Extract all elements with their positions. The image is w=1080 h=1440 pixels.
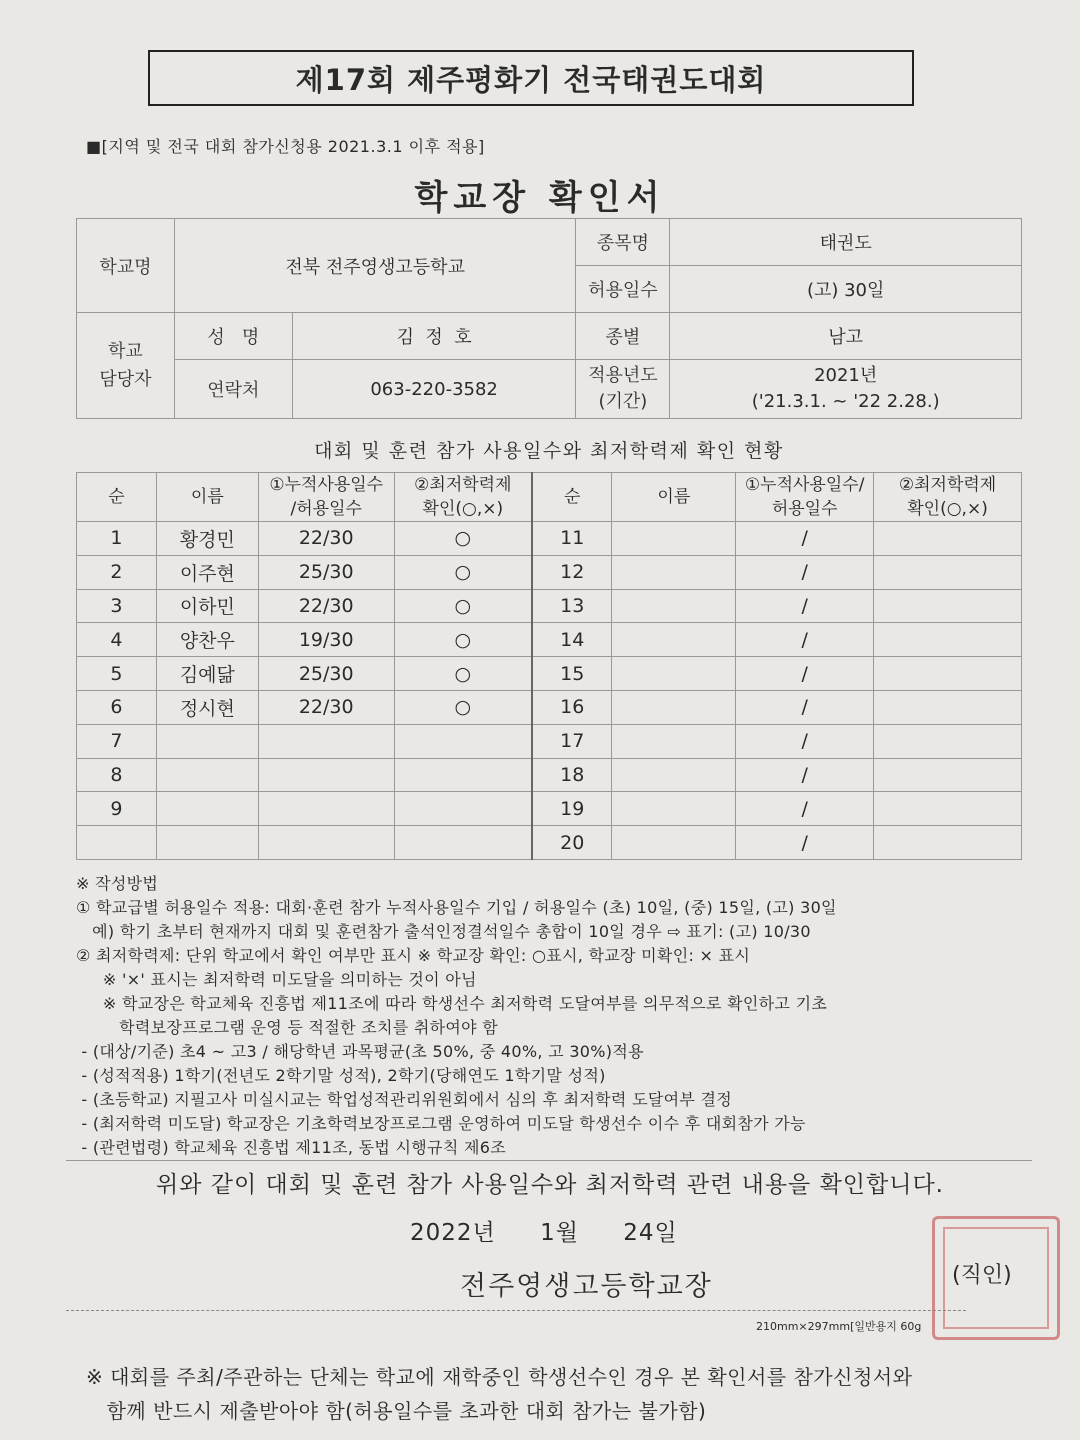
header-conf-right — [874, 473, 1022, 522]
row-conf-right — [874, 792, 1022, 826]
row-name-right — [612, 758, 736, 792]
instruction-line: ① 학교급별 허용일수 적용: 대회·훈련 참가 누적사용일수 기입 / 허용일수 (초) 10일, (중) 15일, (고) 30일 — [76, 898, 837, 917]
application-note: ■[지역 및 전국 대회 참가신청용 2021.3.1 이후 적용] — [86, 137, 485, 156]
header-days-line2: /허용일수 — [290, 499, 362, 519]
row-no-right: 20 — [532, 826, 612, 860]
header-conf-line2: 확인(○,×) — [422, 499, 504, 519]
footer-line-1: ※ 대회를 주최/주관하는 단체는 학교에 재학중인 학생선수인 경우 본 확인서를 참가신청서와 — [86, 1365, 913, 1389]
signature-date — [410, 1214, 714, 1247]
row-name-right — [612, 522, 736, 556]
row-days — [258, 792, 394, 826]
paper-size-note: 210mm×297mm[일반용지 60g — [756, 1320, 922, 1333]
row-name — [156, 792, 258, 826]
sport-label: 종목명 — [576, 219, 670, 266]
category-value: 남고 — [670, 313, 1022, 360]
row-conf-right — [874, 826, 1022, 860]
table-row — [77, 657, 1022, 691]
instruction-line: - (성적적용) 1학기(전년도 2학기말 성적), 2학기(당해연도 1학기말 성적) — [76, 1066, 606, 1085]
allowed-days-value: (고) 30일 — [670, 266, 1022, 313]
row-name — [156, 724, 258, 758]
roster-table — [76, 472, 1022, 860]
row-no: 3 — [77, 589, 157, 623]
row-name-right — [612, 623, 736, 657]
footer-line-2: 함께 반드시 제출받아야 함(허용일수를 초과한 대회 참가는 불가함) — [86, 1399, 707, 1423]
row-conf — [394, 758, 532, 792]
row-name-right — [612, 657, 736, 691]
roster-title: 대회 및 훈련 참가 사용일수와 최저학력제 확인 현황 — [314, 440, 784, 462]
header-days-right-line2: 허용일수 — [771, 499, 838, 519]
table-row — [77, 724, 1022, 758]
row-name-right — [612, 826, 736, 860]
instruction-line: - (최저학력 미도달) 학교장은 기초학력보장프로그램 운영하여 미도달 학생선수 이수 후 대회참가 가능 — [76, 1114, 806, 1133]
row-days — [258, 826, 394, 860]
row-days: 25/30 — [258, 657, 394, 691]
year-value — [670, 360, 1022, 419]
roster-header-row — [77, 473, 1022, 522]
row-name: 황경민 — [156, 522, 258, 556]
row-conf-right — [874, 657, 1022, 691]
row-conf — [394, 792, 532, 826]
row-conf-right — [874, 623, 1022, 657]
school-name-label: 학교명 — [77, 219, 175, 313]
row-conf: ○ — [394, 555, 532, 589]
manager-name-value: 김 정 호 — [292, 313, 576, 360]
row-conf — [394, 826, 532, 860]
year-value-line1: 2021년 — [814, 365, 878, 386]
row-conf: ○ — [394, 522, 532, 556]
header-name: 이름 — [156, 473, 258, 522]
header-no: 순 — [77, 473, 157, 522]
table-row — [77, 589, 1022, 623]
row-no-right: 16 — [532, 690, 612, 724]
instruction-line: - (대상/기준) 초4 ~ 고3 / 해당학년 과목평균(초 50%, 중 40%, 고 30%)적용 — [76, 1042, 644, 1061]
seal-label: (직인) — [952, 1263, 1012, 1288]
row-conf-right — [874, 589, 1022, 623]
row-no: 5 — [77, 657, 157, 691]
year-label-line2: (기간) — [598, 391, 648, 412]
row-days-right: / — [736, 623, 874, 657]
row-no — [77, 826, 157, 860]
row-days-right: / — [736, 555, 874, 589]
school-info-table — [76, 218, 1022, 419]
instruction-line: ② 최저학력제: 단위 학교에서 확인 여부만 표시 ※ 학교장 확인: ○표시, 학교장 미확인: × 표시 — [76, 946, 751, 965]
row-name: 이하민 — [156, 589, 258, 623]
header-name-right: 이름 — [612, 473, 736, 522]
row-no-right: 11 — [532, 522, 612, 556]
row-conf: ○ — [394, 690, 532, 724]
row-days: 19/30 — [258, 623, 394, 657]
row-conf-right — [874, 522, 1022, 556]
row-no-right: 13 — [532, 589, 612, 623]
contact-label: 연락처 — [174, 360, 292, 419]
header-conf-line1: ②최저학력제 — [414, 475, 512, 495]
header-days-right — [736, 473, 874, 522]
row-conf-right — [874, 690, 1022, 724]
document-title: 학교장 확인서 — [414, 178, 666, 218]
row-days: 22/30 — [258, 522, 394, 556]
row-name: 정시현 — [156, 690, 258, 724]
divider — [66, 1160, 1032, 1161]
row-name-right — [612, 555, 736, 589]
school-name-value: 전북 전주영생고등학교 — [174, 219, 576, 313]
row-name-right — [612, 690, 736, 724]
row-no: 7 — [77, 724, 157, 758]
row-name — [156, 758, 258, 792]
instructions — [76, 872, 1036, 1160]
event-title: 제17회 제주평화기 전국태권도대회 — [148, 50, 914, 106]
sport-value: 태권도 — [670, 219, 1022, 266]
allowed-days-label: 허용일수 — [576, 266, 670, 313]
instruction-line: - (초등학교) 지필고사 미실시교는 학업성적관리위원회에서 심의 후 최저학력 도달여부 결정 — [76, 1090, 732, 1109]
row-days-right: / — [736, 522, 874, 556]
row-no-right: 19 — [532, 792, 612, 826]
row-name — [156, 826, 258, 860]
manager-name-label: 성 명 — [174, 313, 292, 360]
row-conf-right — [874, 758, 1022, 792]
row-days-right: / — [736, 758, 874, 792]
row-no: 1 — [77, 522, 157, 556]
year-label — [576, 360, 670, 419]
row-name: 이주현 — [156, 555, 258, 589]
header-days — [258, 473, 394, 522]
table-row — [77, 623, 1022, 657]
table-row — [77, 555, 1022, 589]
confirmation-text: 위와 같이 대회 및 훈련 참가 사용일수와 최저학력 관련 내용을 확인합니다. — [156, 1172, 944, 1198]
instruction-line: 예) 학기 초부터 현재까지 대회 및 훈련참가 출석인정결석일수 총합이 10일 경우 ⇨ 표기: (고) 10/30 — [76, 922, 811, 941]
row-no: 4 — [77, 623, 157, 657]
row-days: 25/30 — [258, 555, 394, 589]
year-value-line2: ('21.3.1. ~ '22 2.28.) — [751, 391, 940, 412]
row-no: 8 — [77, 758, 157, 792]
row-no: 2 — [77, 555, 157, 589]
divider-bottom — [66, 1310, 966, 1311]
row-no-right: 18 — [532, 758, 612, 792]
row-days: 22/30 — [258, 589, 394, 623]
row-conf: ○ — [394, 589, 532, 623]
row-conf-right — [874, 555, 1022, 589]
header-conf-right-line2: 확인(○,×) — [907, 499, 988, 519]
principal-title: 전주영생고등학교장 — [460, 1271, 713, 1302]
instruction-line: 학력보장프로그램 운영 등 적절한 조치를 취하여야 함 — [76, 1018, 499, 1037]
manager-label — [77, 313, 175, 419]
row-no-right: 17 — [532, 724, 612, 758]
table-row — [77, 792, 1022, 826]
contact-value: 063-220-3582 — [292, 360, 576, 419]
row-name-right — [612, 724, 736, 758]
category-label: 종별 — [576, 313, 670, 360]
row-days — [258, 758, 394, 792]
date-year: 2022년 — [410, 1220, 496, 1246]
instruction-line: ※ 학교장은 학교체육 진흥법 제11조에 따라 학생선수 최저학력 도달여부를 의무적으로 확인하고 기초 — [76, 994, 828, 1013]
date-month: 1월 — [540, 1220, 579, 1246]
instruction-line: ※ '×' 표시는 최저학력 미도달을 의미하는 것이 아님 — [76, 970, 477, 989]
header-no-right: 순 — [532, 473, 612, 522]
row-name: 김예닮 — [156, 657, 258, 691]
row-name-right — [612, 589, 736, 623]
header-conf-right-line1: ②최저학력제 — [898, 475, 997, 495]
row-days-right: / — [736, 690, 874, 724]
row-conf-right — [874, 724, 1022, 758]
row-name: 양찬우 — [156, 623, 258, 657]
header-conf — [394, 473, 532, 522]
table-row — [77, 758, 1022, 792]
year-label-line1: 적용년도 — [588, 365, 658, 386]
row-conf — [394, 724, 532, 758]
row-days-right: / — [736, 657, 874, 691]
row-no-right: 14 — [532, 623, 612, 657]
row-days: 22/30 — [258, 690, 394, 724]
row-no-right: 12 — [532, 555, 612, 589]
table-row — [77, 826, 1022, 860]
row-no: 6 — [77, 690, 157, 724]
row-days-right: / — [736, 589, 874, 623]
manager-label-line1: 학교 — [108, 340, 143, 362]
row-days — [258, 724, 394, 758]
row-conf: ○ — [394, 657, 532, 691]
header-days-line1: ①누적사용일수 — [269, 475, 384, 495]
instruction-line: ※ 작성방법 — [76, 874, 159, 893]
header-days-right-line1: ①누적사용일수/ — [744, 475, 865, 495]
table-row — [77, 690, 1022, 724]
instruction-line: - (관련법령) 학교체육 진흥법 제11조, 동법 시행규칙 제6조 — [76, 1138, 506, 1157]
table-row — [77, 522, 1022, 556]
footer-note — [86, 1360, 912, 1428]
row-days-right: / — [736, 724, 874, 758]
manager-label-line2: 담당자 — [99, 368, 152, 390]
row-name-right — [612, 792, 736, 826]
date-day: 24일 — [623, 1220, 678, 1246]
row-days-right: / — [736, 792, 874, 826]
row-no: 9 — [77, 792, 157, 826]
row-no-right: 15 — [532, 657, 612, 691]
row-days-right: / — [736, 826, 874, 860]
row-conf: ○ — [394, 623, 532, 657]
